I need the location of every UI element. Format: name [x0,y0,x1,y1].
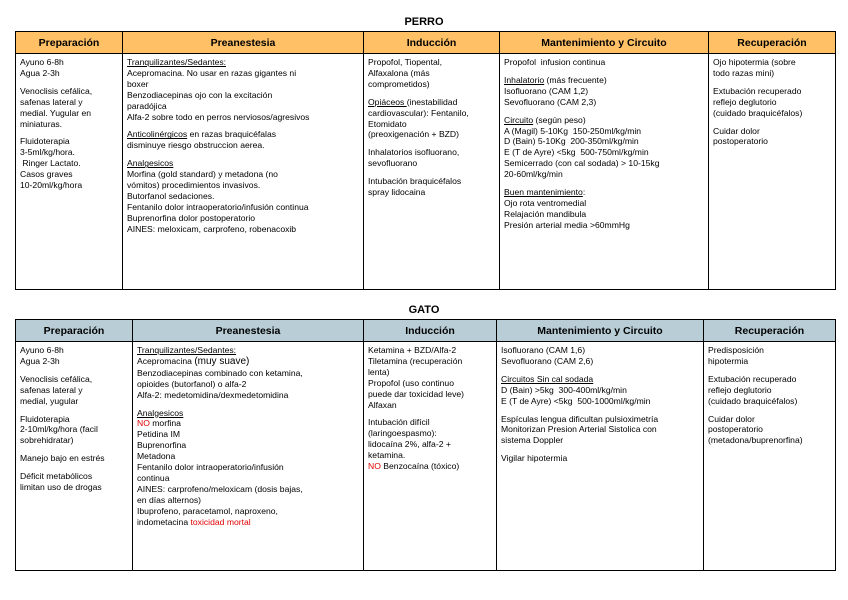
text-line [137,418,360,429]
section-heading: Anticolinérgicos [127,129,188,140]
text-line: boxer [127,78,149,89]
text-line: D (Bain) >5kg 300-400ml/kg/min [501,384,627,395]
gato-header-recuperacion: Recuperación [704,320,836,342]
text-line: Déficit metabólicos [20,471,93,482]
text-line: sevofluorano [368,158,418,169]
text-line: Propofol, Tiopental, [368,57,443,67]
text-line: Venoclisis cefálica, [20,373,93,384]
text-line: Presión arterial media >60mmHg [504,219,630,230]
text-line: Venoclisis cefálica, [20,85,93,96]
text-line: Vigilar hipotermia [501,453,568,464]
section-heading: Circuito [504,114,534,125]
text-line: Ayuno 6-8h [20,345,64,355]
gato-recuperacion-cell [704,342,836,571]
gato-header-row [16,320,836,342]
text-line: Ojo hipotermia (sobre [713,57,796,67]
text-line: continua [137,472,170,483]
text-line: E (T de Ayre) <5kg 500-750ml/kg/min [504,147,649,158]
text-line: Cuidar dolor [713,125,760,136]
text-line: Tiletamina (recuperación [368,355,463,366]
text-line: Fentanilo dolor intraoperatorio/infusión [137,462,284,473]
gato-induccion-cell [364,342,497,571]
text-line: Morfina (gold standard) y metadona (no [127,169,278,180]
text-line: Monitorizan Presion Arterial Sistolica con [501,424,657,435]
perro-header-preanestesia: Preanestesia [123,32,364,54]
text-line: miniaturas. [20,118,63,129]
text-line: Agua 2-3h [20,67,60,78]
text-line: (metadona/buprenorfina) [708,435,803,446]
perro-header-induccion: Inducción [364,32,500,54]
gato-header-preanestesia: Preanestesia [133,320,364,342]
text-line: Inhalatorios isofluorano, [368,147,460,158]
text-line: Acepromacina. No usar en razas gigantes ni [127,67,297,78]
text-line: 20-60ml/kg/min [504,169,563,180]
text-line: Intubación difícil [368,417,430,428]
text-fragment: (inestabilidad [406,96,458,107]
text-fragment: indometacina [137,516,191,527]
text-line: Intubación braquicéfalos [368,176,462,187]
text-line: Etomidato [368,118,407,129]
gato-mantenimiento-cell [497,342,704,571]
text-line: Fluidoterapia [20,413,70,424]
section-heading: Opiáceos [368,96,407,107]
text-line: (cuidado braquicéfalos) [713,107,803,118]
text-line: Isofluorano (CAM 1,2) [504,85,589,96]
text-line: sobrehidratar) [20,435,74,446]
text-line: Relajación mandibula [504,208,587,219]
text-line: AINES: carprofeno/meloxicam (dosis bajas, [137,483,303,494]
text-line: AINES: meloxicam, carprofeno, robenacoxib [127,223,297,234]
text-line: reflejo deglutorio [708,384,772,395]
perro-header-row [16,32,836,54]
section-heading: Tranquilizantes/Sedantes: [127,57,227,67]
text-line [504,187,705,198]
text-line: Fluidoterapia [20,136,70,147]
text-line: postoperatorio [713,136,768,147]
text-line: Buprenorfina dolor postoperatorio [127,212,256,223]
text-line: Ketamina + BZD/Alfa-2 [368,345,457,355]
section-heading: Analgesicos [127,158,174,169]
perro-body-row [16,54,836,290]
text-line [127,129,360,140]
text-line: postoperatorio [708,424,763,435]
text-line: A (Magil) 5-10Kg 150-250ml/kg/min [504,125,642,136]
text-fragment: (según peso) [533,114,586,125]
text-line: Sevofluorano (CAM 2,6) [501,355,594,366]
text-line: spray lidocaina [368,187,426,198]
text-line: Benzodiacepinas ojo con la excitación [127,89,273,100]
perro-induccion-cell [364,54,500,290]
text-line: paradójica [127,100,167,111]
text-line: sistema Doppler [501,435,564,446]
text-line: Casos graves [20,169,73,180]
text-fragment: en razas braquicéfalas [187,129,277,140]
section-heading: Tranquilizantes/Sedantes: [137,345,237,355]
text-line: vómitos) procedimientos invasivos. [127,180,261,191]
text-line: D (Bain) 5-10Kg 200-350ml/kg/min [504,136,639,147]
text-fragment: (más frecuente) [544,74,607,85]
section-heading: Circuitos Sin cal sodada [501,373,594,384]
text-line: Ojo rota ventromedial [504,197,587,208]
text-fragment: (muy suave) [194,355,250,367]
warning-text: NO [368,461,381,472]
text-line: puede dar toxicidad leve) [368,388,465,399]
gato-preparacion-cell [16,342,133,571]
text-line: 10-20ml/kg/hora [20,180,83,191]
gato-header-induccion: Inducción [364,320,497,342]
text-line: E (T de Ayre) <5kg 500-1000ml/kg/min [501,395,651,406]
text-line: lidocaína 2%, alfa-2 + [368,439,451,450]
text-line: Ibuprofeno, paracetamol, naproxeno, [137,505,278,516]
text-line: en días alternos) [137,494,202,505]
text-line: Fentanilo dolor intraoperatorio/infusión continua [127,201,309,212]
gato-title: GATO [408,304,440,316]
gato-header-preparacion: Preparación [16,320,133,342]
text-line: limitan uso de drogas [20,482,102,493]
text-fragment: Acepromacina [137,355,195,366]
text-line: todo razas mini) [713,67,775,78]
text-line: Buprenorfina [137,440,187,451]
text-line: Isofluorano (CAM 1,6) [501,345,586,355]
text-line: Cuidar dolor [708,413,755,424]
text-line: safenas lateral y [20,96,83,107]
perro-recuperacion-cell [709,54,836,290]
text-line: 2-10ml/kg/hora (facil [20,424,98,435]
text-line: Propofol (uso continuo [368,377,454,388]
text-line [137,517,360,528]
text-line: Alfa-2 sobre todo en perros nerviosos/agresivos [127,111,310,122]
text-line: reflejo deglutorio [713,96,777,107]
text-line: Benzodiacepinas combinado con ketamina, [137,367,303,378]
text-line: medial, yugular [20,395,79,406]
text-line: Extubación recuperado [708,373,797,384]
text-line: 3-5ml/kg/hora. [20,147,75,158]
text-line [504,115,705,126]
section-heading: Analgesicos [137,407,184,418]
text-line: Ayuno 6-8h [20,57,64,67]
text-line: (cuidado braquicéfalos) [708,395,798,406]
perro-preparacion-cell [16,54,123,290]
perro-header-mantenimiento: Mantenimiento y Circuito [500,32,709,54]
gato-body-row [16,342,836,571]
text-line [504,75,705,86]
text-line: Espículas lengua dificultan pulsioximetría [501,413,659,424]
text-line [368,461,493,472]
text-line: Semicerrado (con cal sodada) > 10-15kg [504,158,660,169]
perro-title: PERRO [404,16,444,28]
text-line: Agua 2-3h [20,355,60,366]
text-line: Alfa-2: medetomidina/dexmedetomidina [137,389,289,400]
section-heading: Inhalatorio [504,74,545,85]
text-line: (laringoespasmo): [368,428,437,439]
perro-header-recuperacion: Recuperación [709,32,836,54]
perro-mantenimiento-cell [500,54,709,290]
text-fragment: morfina [149,418,181,429]
text-fragment: Benzocaína (tóxico) [380,461,460,472]
text-line: Sevofluorano (CAM 2,3) [504,96,597,107]
gato-table [15,319,836,571]
perro-table [15,31,836,290]
text-line: safenas lateral y [20,384,83,395]
text-line: opioides (butorfanol) o alfa-2 [137,378,247,389]
text-line: Manejo bajo en estrés [20,453,105,464]
section-heading: Buen mantenimiento [504,187,583,198]
gato-preanestesia-cell [133,342,364,571]
text-line: medial. Yugular en [20,107,92,118]
text-line: Alfaxalona (más [368,67,430,78]
text-line: cardiovascular): Fentanilo, [368,107,469,118]
text-line: ketamina. [368,450,406,461]
text-line: Predisposición [708,345,764,355]
text-line [137,356,360,368]
text-line: lenta) [368,366,390,377]
warning-text: NO [137,418,150,429]
text-line: Ringer Lactato. [20,158,81,169]
text-line: Petidina IM [137,429,180,440]
perro-preanestesia-cell [123,54,364,290]
warning-text: toxicidad mortal [190,516,251,527]
text-line: Alfaxan [368,399,397,410]
perro-header-preparacion: Preparación [16,32,123,54]
text-line: (preoxigenación + BZD) [368,129,459,140]
text-line [368,97,496,108]
text-line: Butorfanol sedaciones. [127,190,215,201]
text-line: hipotermia [708,355,749,366]
text-line: disminuye riesgo obstruccion aerea. [127,140,265,151]
text-fragment: : [582,187,586,198]
text-line: comprometidos) [368,78,430,89]
gato-header-mantenimiento: Mantenimiento y Circuito [497,320,704,342]
text-line: Metadona [137,451,176,462]
text-line: Extubación recuperado [713,85,802,96]
text-line: Propofol infusion continua [504,57,606,67]
